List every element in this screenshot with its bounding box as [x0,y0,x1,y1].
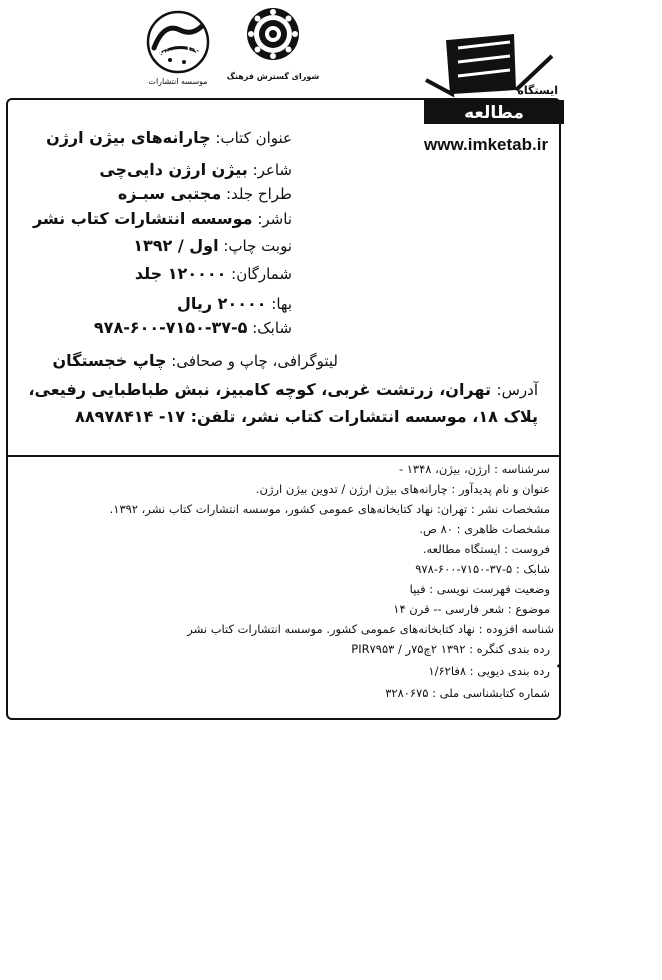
svg-text:ایستگاه: ایستگاه [517,84,558,97]
svg-text:مطالعه: مطالعه [464,103,524,123]
catalog-line: رده بندی دیویی : ۸فا۱/۶۲ [428,664,550,678]
catalog-line: مشخصات ظاهری : ۸۰ ص. [419,522,550,536]
catalog-line: رده بندی کنگره : ۱۳۹۲ ۲چ۷۵ر / PIR۷۹۵۳ [351,642,550,656]
catalog-line: شابک : ۵-۳۷-۷۱۵۰-۶۰۰-۹۷۸ [415,562,550,576]
catalog-line: سرشناسه : ارژن، بیژن، ۱۳۴۸ - [398,462,550,476]
svg-text:کتاب نشر: کتاب نشر [156,47,200,57]
price-row: بها: ۲۰۰۰۰ ریال [176,294,292,313]
svg-text:موسسه انتشارات: موسسه انتشارات [148,77,208,86]
catalog-line: مشخصات نشر : تهران: نهاد کتابخانه‌های عمومی کشور، موسسه انتشارات کتاب نشر، ۱۳۹۲. [109,502,550,516]
circulation-row: شمارگان: ۱۲۰۰۰۰ جلد [134,264,292,283]
title-row: عنوان کتاب: چارانه‌های بیژن ارژن [46,128,292,147]
printing-row: لیتوگرافی، چاپ و صحافی: چاپ خجستگان [52,351,338,370]
cover-designer-row: طراح جلد: مجتبی سبـزه [117,184,292,203]
catalog-bullet-icon: • [555,660,562,673]
edition-row: نوبت چاپ: اول / ۱۳۹۲ [133,236,292,255]
catalog-line: شناسه افزوده : نهاد کتابخانه‌های عمومی کشور. موسسه انتشارات کتاب نشر [187,622,554,636]
svg-text:شورای گسترش فرهنگ: شورای گسترش فرهنگ [226,72,320,81]
website-url: www.imketab.ir [424,135,549,154]
catalog-line: وضعیت فهرست نویسی : فیپا [409,582,550,596]
council-logo [226,4,320,84]
catalog-line: شماره کتابشناسی ملی : ۳۲۸۰۶۷۵ [385,686,550,700]
address-line-1: آدرس: تهران، زرتشت غربی، کوچه کامبیز، نبش طباطبایی رفیعی، [28,380,538,399]
poet-row: شاعر: بیژن ارژن دایی‌چی [99,160,292,179]
catalog-line: فروست : ایستگاه مطالعه. [422,542,550,556]
ketab-nashr-logo [140,8,216,88]
address-line-2: پلاک ۱۸، موسسه انتشارات کتاب نشر، تلفن: ۱۷- ۸۸۹۷۸۴۱۴ [75,407,538,426]
publisher-row: ناشر: موسسه انتشارات کتاب نشر [32,209,292,228]
isbn-row: شابک: ۵-۳۷-۷۱۵۰-۶۰۰-۹۷۸ [93,318,292,337]
catalog-line: موضوع : شعر فارسی -- قرن ۱۴ [393,602,550,616]
catalog-line: عنوان و نام پدیدآور : چارانه‌های بیژن ارژن / تدوین بیژن ارژن. [255,482,550,496]
section-divider [6,455,561,457]
